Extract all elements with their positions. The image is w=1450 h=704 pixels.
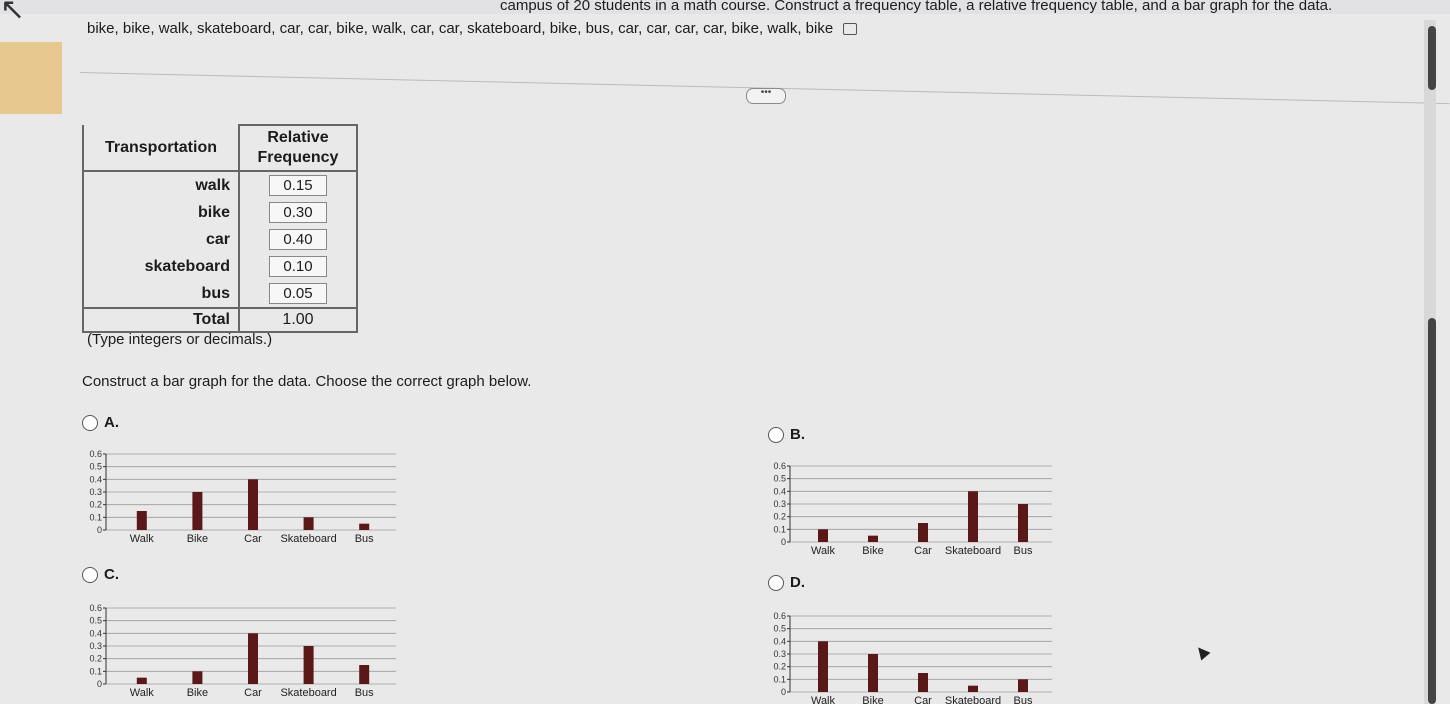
y-tick-label: 0.1 [773,524,786,535]
bar-bus [359,524,369,530]
y-tick-label: 0.1 [89,512,102,523]
x-tick-label: Skateboard [944,695,1002,704]
x-tick-label: Bus [1013,695,1033,704]
bar-graph-b [768,462,1060,562]
option-a[interactable] [82,414,119,431]
side-accent [0,42,62,114]
table-row [83,253,357,280]
bar-bus [1018,679,1028,692]
x-tick-label: Bike [186,687,209,699]
bar-walk [818,529,828,542]
x-tick-label: Skateboard [280,687,337,699]
x-tick-label: Car [914,545,932,557]
row-label: skateboard [83,253,239,280]
table-row [83,280,357,308]
bar-bike [868,536,878,542]
option-a-label: A. [104,414,119,431]
option-c-label: C. [104,566,119,583]
row-label: car [83,226,239,253]
header-line2: Frequency [257,149,339,166]
table-row [83,199,357,226]
x-tick-label: Car [914,695,932,704]
bar-graph-a [84,450,404,550]
bar-walk [137,678,147,684]
x-tick-label: Bike [862,545,884,557]
y-tick-label: 0.4 [773,486,786,497]
y-tick-label: 0.2 [773,511,786,522]
x-tick-label: Bus [1013,545,1033,557]
data-list [87,20,857,37]
bar-car [248,479,258,530]
x-tick-label: Walk [129,533,154,545]
x-tick-label: Bus [354,533,374,545]
x-tick-label: Skateboard [280,533,337,545]
y-tick-label: 0.5 [89,461,102,472]
y-tick-label: 0 [780,687,786,697]
option-b[interactable] [768,426,805,443]
y-tick-label: 0.1 [773,674,786,685]
y-tick-label: 0.2 [773,661,786,672]
bar-car [248,633,258,684]
bar-bus [1018,504,1028,542]
y-tick-label: 0.1 [89,666,102,677]
data-list-text: bike, bike, walk, skateboard, car, car, bike, walk, car, car, skateboard, bike, bus, car, car, car, car, bike, walk, bike [87,20,834,37]
row-label: walk [83,171,239,199]
y-tick-label: 0 [96,679,102,689]
total-value: 1.00 [239,308,357,332]
bar-bike [192,492,202,530]
x-tick-label: Bus [354,687,374,699]
x-tick-label: Walk [129,687,154,699]
option-b-label: B. [790,426,805,443]
answer-input[interactable]: 0.30 [269,202,327,223]
back-arrow-icon[interactable]: ↖ [0,0,26,26]
bar-bus [359,665,369,684]
y-tick-label: 0.3 [89,641,102,651]
y-tick-label: 0.2 [89,499,102,510]
y-tick-label: 0.6 [89,603,102,613]
answer-input[interactable]: 0.40 [269,229,327,250]
y-tick-label: 0 [780,537,786,547]
y-tick-label: 0.4 [773,636,786,647]
instruction: Construct a bar graph for the data. Choose the correct graph below. [82,373,532,390]
scrollbar-thumb-top[interactable] [1428,26,1436,90]
x-tick-label: Skateboard [944,545,1002,557]
scrollbar-thumb[interactable] [1428,318,1436,704]
header-transportation: Transportation [83,125,239,171]
radio-d[interactable] [768,575,784,591]
header-line1: Relative [267,129,329,146]
option-d-label: D. [790,574,805,591]
row-label: bike [83,199,239,226]
y-tick-label: 0.3 [773,649,786,659]
x-tick-label: Walk [810,695,836,704]
copy-icon[interactable] [843,23,857,35]
y-tick-label: 0.5 [773,473,786,484]
bar-skateboard [304,517,314,530]
y-tick-label: 0.6 [773,461,786,471]
bar-skateboard [968,686,978,692]
option-c[interactable] [82,566,119,583]
bar-graph-d [768,612,1060,704]
y-tick-label: 0.5 [773,623,786,634]
radio-c[interactable] [82,567,98,583]
bar-walk [137,511,147,530]
bar-skateboard [968,491,978,542]
table-row [83,171,357,199]
relative-frequency-table [82,124,358,333]
radio-a[interactable] [82,415,98,431]
option-d[interactable] [768,574,805,591]
table-row [83,226,357,253]
row-label: bus [83,280,239,308]
bar-car [918,673,928,692]
x-tick-label: Bike [186,533,209,545]
x-tick-label: Walk [810,545,836,557]
header-relative-frequency [239,125,357,171]
y-tick-label: 0 [96,525,102,535]
answer-input[interactable]: 0.10 [269,256,327,277]
y-tick-label: 0.5 [89,615,102,626]
x-tick-label: Bike [862,695,884,704]
answer-input[interactable]: 0.05 [269,283,327,304]
bar-car [918,523,928,542]
bar-bike [192,671,202,684]
x-tick-label: Car [244,533,262,545]
y-tick-label: 0.3 [89,487,102,497]
y-tick-label: 0.6 [89,449,102,459]
mouse-cursor-icon [1194,644,1211,661]
x-tick-label: Car [244,687,262,699]
y-tick-label: 0.2 [89,653,102,664]
radio-b[interactable] [768,427,784,443]
total-label: Total [83,308,239,332]
question-text: campus of 20 students in a math course. Construct a frequency table, a relative frequency table, and a bar graph for the data. [500,0,1333,14]
bar-skateboard [304,646,314,684]
table-total-row [83,308,357,332]
bar-walk [818,641,828,692]
bar-graph-c [84,604,404,704]
more-button[interactable]: ••• [746,88,786,104]
answer-input[interactable]: 0.15 [269,175,327,196]
y-tick-label: 0.4 [89,628,102,639]
input-hint: (Type integers or decimals.) [87,331,273,348]
y-tick-label: 0.6 [773,611,786,621]
bar-bike [868,654,878,692]
y-tick-label: 0.4 [89,474,102,485]
y-tick-label: 0.3 [773,499,786,509]
